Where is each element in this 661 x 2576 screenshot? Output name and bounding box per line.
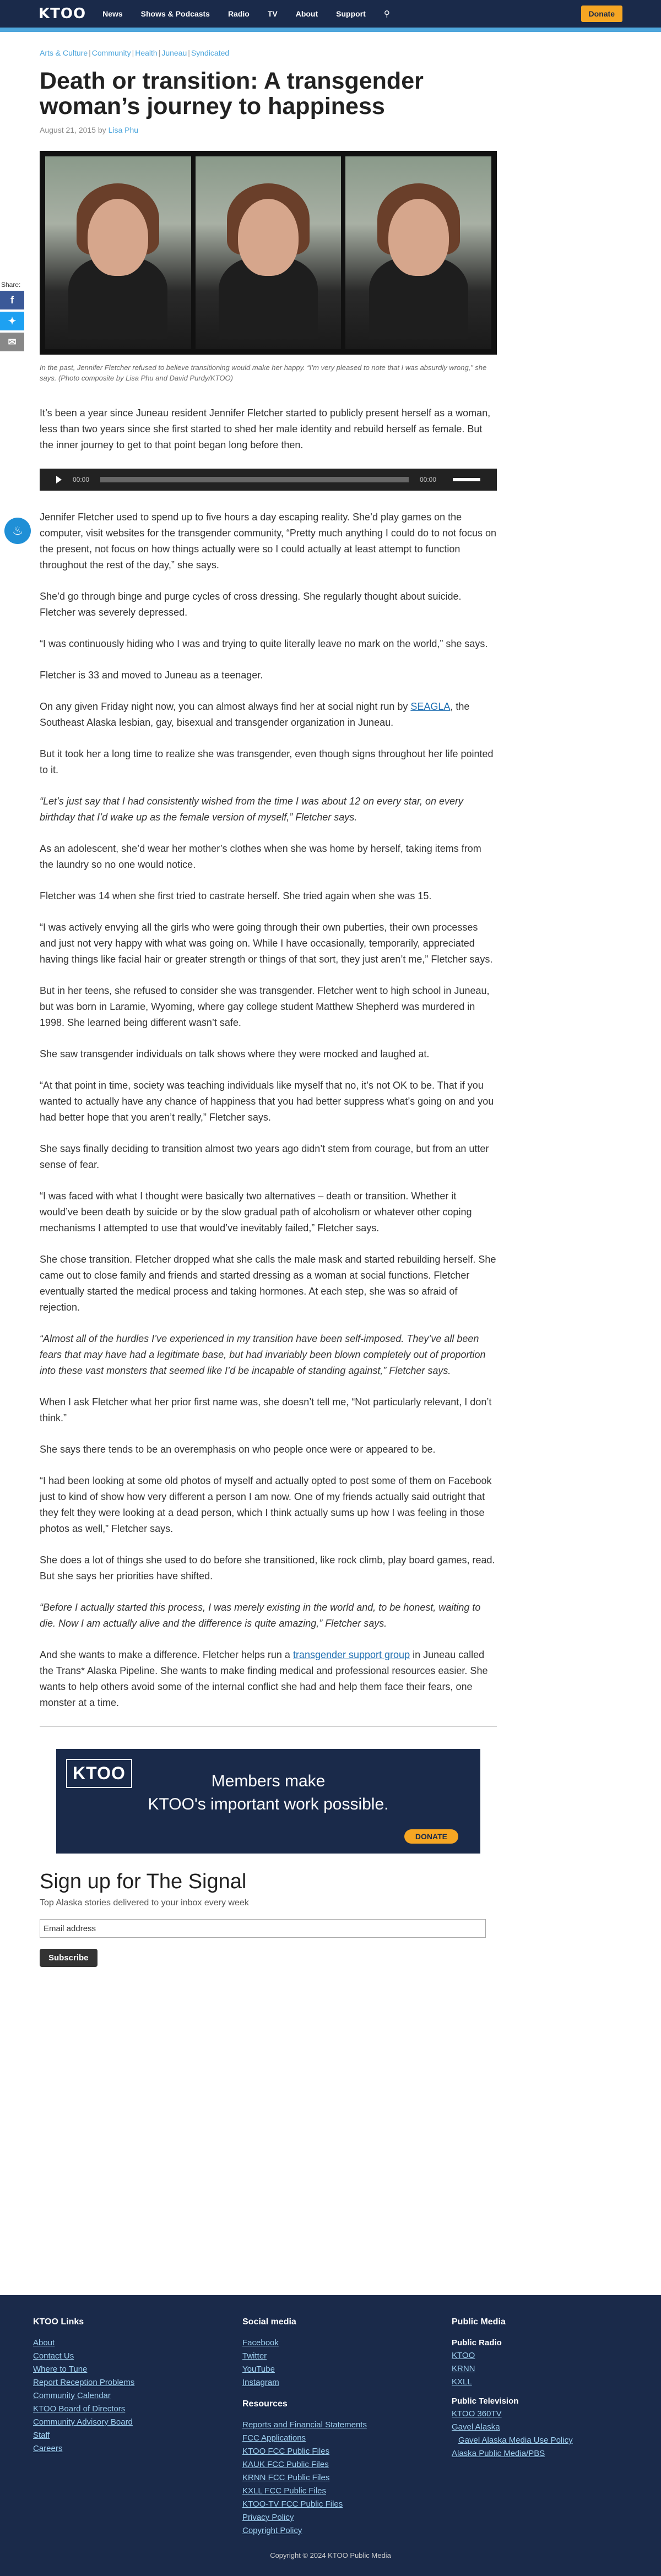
article [40, 32, 497, 1967]
paragraph-text: And she wants to make a difference. Fletcher helps run a [40, 1649, 293, 1660]
byline [40, 126, 497, 134]
volume-slider[interactable] [453, 478, 480, 481]
footer-resource-link[interactable]: FCC Applications [242, 2433, 306, 2443]
footer-link[interactable]: Contact Us [33, 2351, 74, 2361]
photo-panel [196, 156, 342, 349]
footer-social-column [242, 2317, 367, 2539]
paragraph-text: On any given Friday night now, you can almost always find her at social night run by [40, 701, 411, 712]
footer-public-media-title: Public Media [452, 2317, 506, 2327]
publish-date: August 21, 2015 [40, 126, 96, 134]
paragraph: “At that point in time, society was teaching individuals like myself that no, it’s not OK to be. That if you wanted to actually have any chance of happiness that you had better suppress what’s going on and you had better hope that you aren’t really,” Fletcher says. [40, 1080, 494, 1123]
paragraph: “I was continuously hiding who I was and trying to quite literally leave no mark on the world,” she says. [40, 638, 488, 649]
public-tv-link[interactable]: KTOO 360TV [452, 2409, 502, 2419]
paragraph-text: , the Southeast Alaska lesbian, gay, bisexual and transgender organization in Juneau. [40, 701, 470, 728]
author-prefix: by [97, 126, 106, 134]
nav-item-shows[interactable]: Shows & Podcasts [140, 9, 210, 18]
divider [40, 1726, 497, 1727]
paragraph: She does a lot of things she used to do before she transitioned, like rock climb, play board games, read. But she says her priorities have shifted. [40, 1555, 495, 1582]
membership-banner[interactable] [56, 1749, 480, 1854]
public-radio-link[interactable]: KRNN [452, 2364, 475, 2373]
paragraph: “I was actively envying all the girls who were going through their own puberties, their own processes and just not very happy with what was going on. While I have occasionally, temporarily, appreciated having things like facial hair or greater strength or things of that sort, they just aren’t me,” Fletcher says. [40, 922, 493, 965]
footer-resource-link[interactable]: KXLL FCC Public Files [242, 2486, 326, 2496]
paragraph: She chose transition. Fletcher dropped what she calls the male mask and started rebuilding herself. She came out to close family and friends and started dressing as a woman at social functions. Fletcher eventually started the medical process and taking hormones. At each step, she was so afraid of rejection. [40, 1254, 496, 1313]
nav-item-radio[interactable]: Radio [227, 9, 250, 18]
top-navigation [0, 0, 661, 28]
paragraph: She saw transgender individuals on talk shows where they were mocked and laughed at. [40, 1048, 430, 1059]
paragraph: Jennifer Fletcher used to spend up to five hours a day escaping reality. She’d play games on the computer, visit websites for the transgender community, “Pretty much anything I could do to not focus on the present, not focus on how things actually were so I could actually at least attempt to function throughout the rest of the day,” she says. [40, 512, 497, 570]
footer-link[interactable]: Careers [33, 2444, 63, 2453]
header-accent-stripe [0, 28, 661, 32]
footer-resource-link[interactable]: KAUK FCC Public Files [242, 2460, 329, 2469]
footer-link[interactable]: KTOO Board of Directors [33, 2404, 126, 2414]
site-footer [0, 2295, 661, 2576]
footer-link[interactable]: Community Calendar [33, 2391, 111, 2400]
email-field[interactable]: Email address [40, 1919, 486, 1938]
pull-quote: “Almost all of the hurdles I’ve experienced in my transition have been self-imposed. They’ve all been fears that may have had a legitimate base, but had invariably been blown completely out of proportion into these vast monsters that seemed like I’d be incapable of standing against,” Fletcher says. [40, 1333, 486, 1376]
banner-subheadline: KTOO's important work possible. [148, 1795, 389, 1813]
footer-link[interactable]: Staff [33, 2431, 50, 2440]
footer-resource-link[interactable]: Reports and Financial Statements [242, 2420, 367, 2430]
footer-social-link[interactable]: YouTube [242, 2365, 275, 2374]
pull-quote: “Before I actually started this process, I was merely existing in the world and, to be honest, waiting to die. Now I am actually alive and the difference is quite amazing,” Fletcher says. [40, 1602, 481, 1629]
gavel-policy-link[interactable]: Gavel Alaska Media Use Policy [458, 2436, 573, 2445]
play-icon[interactable] [56, 476, 62, 483]
nav-item-support[interactable]: Support [336, 9, 366, 18]
author-link[interactable]: Lisa Phu [108, 126, 139, 134]
twitter-share-icon[interactable]: ✦ [0, 312, 24, 330]
signup-title: Sign up for The Signal [40, 1870, 247, 1893]
category-breadcrumb: Arts & Culture | Community | Health | Juneau | Syndicated [40, 48, 230, 57]
newsletter-signup [40, 1870, 497, 1967]
paragraph: As an adolescent, she’d wear her mother’s clothes when she was home by herself, taking items from the laundry so no one would notice. [40, 843, 481, 870]
article-intro: It’s been a year since Juneau resident Jennifer Fletcher started to publicly present herself as a woman, less than two years since she first started to shed her male identity and rebuild herself as female. But the inner journey to get to that point began long before then. [40, 407, 491, 450]
paragraph: But it took her a long time to realize she was transgender, even though signs throughout her life pointed to it. [40, 748, 494, 775]
footer-links-column [33, 2317, 134, 2457]
public-radio-link[interactable]: KTOO [452, 2351, 475, 2360]
share-label: Share: [1, 281, 21, 289]
category-juneau[interactable]: Juneau [161, 48, 187, 57]
paragraph: But in her teens, she refused to consider she was transgender. Fletcher went to high school in Juneau, but was born in Laramie, Wyoming, where gay college student Matthew Shepherd was murdered in 1998. She learned being different wasn’t safe. [40, 985, 490, 1028]
footer-social-link[interactable]: Instagram [242, 2378, 279, 2387]
seagla-link[interactable]: SEAGLA [410, 701, 451, 712]
photo-panel [45, 156, 191, 349]
audio-elapsed: 00:00 [73, 476, 90, 483]
category-community[interactable]: Community [91, 48, 131, 57]
paragraph [40, 1647, 497, 1711]
copyright: Copyright © 2024 KTOO Public Media [270, 2551, 391, 2559]
footer-link[interactable]: Report Reception Problems [33, 2378, 135, 2387]
audio-duration: 00:00 [419, 476, 436, 483]
footer-links-title: KTOO Links [33, 2317, 84, 2327]
alaska-public-media-link[interactable]: Alaska Public Media/PBS [452, 2449, 545, 2458]
paragraph [40, 699, 497, 731]
search-icon[interactable]: ⚲ [383, 9, 390, 19]
subscribe-button[interactable]: Subscribe [40, 1949, 97, 1967]
signup-subtitle: Top Alaska stories delivered to your inbox every week [40, 1898, 249, 1907]
footer-resource-link[interactable]: KTOO FCC Public Files [242, 2447, 330, 2456]
footer-resource-link[interactable]: Copyright Policy [242, 2526, 302, 2535]
public-radio-heading: Public Radio [452, 2338, 502, 2347]
audio-progress-track[interactable] [100, 477, 409, 482]
footer-resource-link[interactable]: KRNN FCC Public Files [242, 2473, 330, 2482]
site-logo[interactable]: KTOO [39, 6, 86, 22]
footer-resources-title: Resources [242, 2399, 288, 2409]
nav-item-about[interactable]: About [295, 9, 318, 18]
paragraph: She’d go through binge and purge cycles of cross dressing. She regularly thought about suicide. Fletcher was severely depressed. [40, 591, 462, 618]
footer-public-media-column [452, 2317, 573, 2462]
paragraph: Fletcher was 14 when she first tried to castrate herself. She tried again when she was 15. [40, 890, 432, 901]
category-health[interactable]: Health [135, 48, 158, 57]
banner-headline: Members make [211, 1772, 326, 1790]
notification-bell-icon[interactable]: ♨ [4, 518, 31, 544]
email-share-icon[interactable]: ✉ [0, 333, 24, 351]
category-arts-culture[interactable]: Arts & Culture [40, 48, 88, 57]
paragraph: She says finally deciding to transition almost two years ago didn’t stem from courage, but from an utter sense of fear. [40, 1143, 489, 1170]
footer-resource-link[interactable]: Privacy Policy [242, 2513, 294, 2522]
nav-item-tv[interactable]: TV [267, 9, 278, 18]
nav-item-news[interactable]: News [102, 9, 123, 18]
footer-social-title: Social media [242, 2317, 296, 2327]
footer-link[interactable]: Where to Tune [33, 2365, 88, 2374]
paragraph: “I was faced with what I thought were basically two alternatives – death or transition. Whether it would’ve been death by suicide or by the slow gradual path of alcoholism or whatever other coping mechanisms I attempted to use that would’ve inevitably failed,” Fletcher says. [40, 1191, 472, 1233]
article-title: Death or transition: A transgender woman’s journey to happiness [40, 68, 424, 119]
photo-panel [345, 156, 491, 349]
transgender-support-group-link[interactable]: transgender support group [292, 1649, 410, 1660]
donate-button[interactable]: Donate [581, 6, 622, 22]
photo-caption: In the past, Jennifer Fletcher refused to believe transitioning would make her happy. “I’m very pleased to note that I was absurdly wrong,” she says. (Photo composite by Lisa Phu and David Purdy/KTOO) [40, 363, 487, 382]
share-sidebar [0, 281, 28, 354]
paragraph-text: in Juneau called the Trans* Alaska Pipeline. She wants to make finding medical and professional resources easier. She wants to help others avoid some of the internal conflict she had and help them face their fears, one monster at a time. [40, 1649, 488, 1708]
footer-social-link[interactable]: Twitter [242, 2351, 267, 2361]
footer-social-link[interactable]: Facebook [242, 2338, 279, 2347]
paragraph: Fletcher is 33 and moved to Juneau as a teenager. [40, 670, 263, 681]
paragraph: When I ask Fletcher what her prior first name was, she doesn’t tell me, “Not particularly relevant, I don’t think.” [40, 1396, 492, 1423]
public-tv-link[interactable]: Gavel Alaska [452, 2422, 500, 2432]
audio-player [40, 469, 497, 491]
banner-logo: KTOO [66, 1759, 132, 1788]
article-photo-composite [40, 151, 497, 355]
pull-quote: “Let’s just say that I had consistently wished from the time I was about 12 on every star, on every birthday that I’d wake up as the female version of myself,” Fletcher says. [40, 796, 464, 823]
paragraph: She says there tends to be an overemphasis on who people once were or appeared to be. [40, 1444, 436, 1455]
paragraph: “I had been looking at some old photos of myself and actually opted to post some of them on Facebook just to kind of show how very different a person I am now. One of my friends actually said outright that they felt they were looking at a dead person, which I think actually sums up how I was feeling in those photos as well,” Fletcher says. [40, 1475, 492, 1534]
footer-link[interactable]: Community Advisory Board [33, 2417, 133, 2427]
banner-donate-button[interactable]: DONATE [404, 1829, 458, 1844]
category-syndicated[interactable]: Syndicated [191, 48, 230, 57]
footer-link[interactable]: About [33, 2338, 55, 2347]
public-tv-heading: Public Television [452, 2396, 519, 2406]
facebook-share-icon[interactable]: f [0, 291, 24, 309]
footer-resource-link[interactable]: KTOO-TV FCC Public Files [242, 2499, 343, 2509]
public-radio-link[interactable]: KXLL [452, 2377, 472, 2387]
